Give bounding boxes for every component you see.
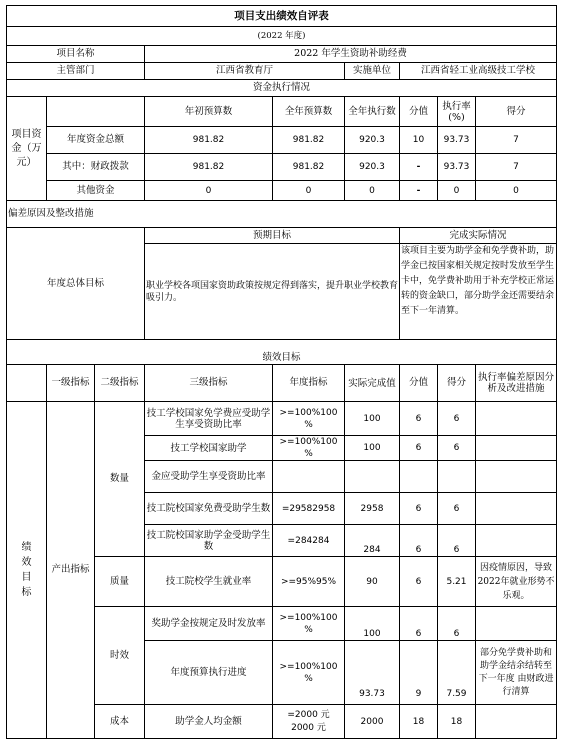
perf-group-qty: 数量 [95,402,145,557]
perf-level1: 产出指标 [47,402,95,739]
perf-got: 18 [438,705,476,739]
funds-section-title: 资金执行情况 [7,80,557,97]
perf-l3: 技工学校国家助学 [145,436,273,461]
perf-actual: 100 [345,402,400,436]
perf-header-l1: 一级指标 [47,365,95,402]
project-name-value: 2022 年学生资助补助经费 [145,46,557,63]
perf-got: 6 [438,436,476,461]
dept-value: 江西省教育厅 [145,63,345,80]
perf-score: 6 [400,402,438,436]
perf-note: 因疫情原因，导致2022年就业形势不乐观。 [476,557,557,607]
perf-target [273,461,345,493]
unit-value: 江西省轻工业高级技工学校 [400,63,557,80]
perf-actual: 100 [345,607,400,641]
perf-actual: 93.73 [345,641,400,705]
perf-note [476,705,557,739]
funds-row-exec: 0 [345,181,400,201]
perf-l3: 技工院校国家助学金受助学生数 [145,525,273,557]
funds-row-init: 0 [145,181,273,201]
goal-actual-text: 该项目主要为助学金和免学费补助，助学金已按国家相关规定按时发放至学生卡中，免学费补助用于补充学校正常运转的资金缺口，部分助学金还需要结余至下一年清算。 [400,244,557,340]
funds-row-init: 981.82 [145,127,273,154]
funds-row-rate: 0 [438,181,476,201]
perf-note [476,461,557,493]
perf-actual: 100 [345,436,400,461]
perf-l3: 技工学校国家免学费应受助学生享受资助比率 [145,402,273,436]
perf-score: 6 [400,436,438,461]
perf-got: 6 [438,607,476,641]
perf-l3: 助学金人均金额 [145,705,273,739]
goal-expected-header: 预期目标 [145,228,400,244]
perf-target: >=100%100 % [273,436,345,461]
funds-row-score: 10 [400,127,438,154]
perf-note [476,607,557,641]
perf-header-got: 得分 [438,365,476,402]
table-row [7,402,557,436]
perf-header-l2: 二级指标 [95,365,145,402]
perf-section-title: 绩效目标 [7,340,557,365]
perf-header-note: 执行率偏差原因分析及改进措施 [476,365,557,402]
page-title: 项目支出绩效自评表 [7,6,557,27]
funds-header-rate: 执行率(%) [438,97,476,127]
perf-actual: 284 [345,525,400,557]
perf-score: 9 [400,641,438,705]
dept-label: 主管部门 [7,63,145,80]
perf-header-score: 分值 [400,365,438,402]
perf-got: 6 [438,525,476,557]
perf-got [438,461,476,493]
funds-row-full: 981.82 [273,154,345,181]
perf-actual: 2000 [345,705,400,739]
perf-score: 18 [400,705,438,739]
project-name-label: 项目名称 [7,46,145,63]
perf-got: 7.59 [438,641,476,705]
perf-score: 6 [400,557,438,607]
perf-target: =29582958 [273,493,345,525]
funds-row-full: 0 [273,181,345,201]
goal-expected-text: 职业学校各项国家资助政策按规定得到落实，提升职业学校教育吸引力。 [145,244,400,340]
perf-actual: 90 [345,557,400,607]
perf-score: 6 [400,607,438,641]
perf-group-time: 时效 [95,607,145,705]
funds-row-rate: 93.73 [438,127,476,154]
goal-actual-header: 完成实际情况 [400,228,557,244]
perf-target: =284284 [273,525,345,557]
funds-row-score: - [400,181,438,201]
funds-header-full: 全年预算数 [273,97,345,127]
year-label: (2022 年度) [7,27,557,46]
funds-row [7,181,557,201]
perf-score [400,461,438,493]
deviation-label: 偏差原因及整改措施 [7,201,557,228]
perf-l3: 奖助学金按规定及时发放率 [145,607,273,641]
funds-header-init: 年初预算数 [145,97,273,127]
perf-actual [345,461,400,493]
unit-label: 实施单位 [345,63,400,80]
perf-header-l3: 三级指标 [145,365,273,402]
perf-header-actual: 实际完成值 [345,365,400,402]
perf-group-cost: 成本 [95,705,145,739]
funds-row-init: 981.82 [145,154,273,181]
perf-l3: 年度预算执行进度 [145,641,273,705]
perf-note [476,436,557,461]
perf-target: =2000 元 2000 元 [273,705,345,739]
funds-row-full: 981.82 [273,127,345,154]
perf-score: 6 [400,525,438,557]
funds-row [7,154,557,181]
funds-row-label: 其他资金 [47,181,145,201]
perf-note [476,493,557,525]
perf-got: 6 [438,493,476,525]
perf-target: >=100%100 % [273,641,345,705]
perf-note: 部分免学费补助和助学金结余结转至下一年度 由财政进行清算 [476,641,557,705]
perf-side-label: 绩效目标 [7,402,47,739]
perf-got: 5.21 [438,557,476,607]
funds-row-exec: 920.3 [345,127,400,154]
funds-row [7,127,557,154]
funds-row-got: 0 [476,181,557,201]
goal-label: 年度总体目标 [7,228,145,340]
perf-group-quality: 质量 [95,557,145,607]
funds-row-got: 7 [476,127,557,154]
self-evaluation-form [6,5,556,739]
perf-score: 6 [400,493,438,525]
perf-l3: 技工院校国家免费受助学生数 [145,493,273,525]
perf-l3: 技工院校学生就业率 [145,557,273,607]
funds-side-label: 项目资金（万元） [7,97,47,201]
perf-actual: 2958 [345,493,400,525]
funds-row-exec: 920.3 [345,154,400,181]
funds-row-label: 其中：财政拨款 [47,154,145,181]
funds-header-exec: 全年执行数 [345,97,400,127]
perf-l3: 金应受助学生享受资助比率 [145,461,273,493]
perf-target: >=95%95% [273,557,345,607]
perf-target: >=100%100 % [273,607,345,641]
perf-header-target: 年度指标 [273,365,345,402]
funds-header-score: 分值 [400,97,438,127]
funds-header-got: 得分 [476,97,557,127]
perf-note [476,525,557,557]
evaluation-table [6,5,557,739]
perf-got: 6 [438,402,476,436]
funds-row-got: 7 [476,154,557,181]
perf-target: >=100%100 % [273,402,345,436]
funds-row-rate: 93.73 [438,154,476,181]
funds-row-label: 年度资金总额 [47,127,145,154]
perf-note [476,402,557,436]
funds-row-score: - [400,154,438,181]
